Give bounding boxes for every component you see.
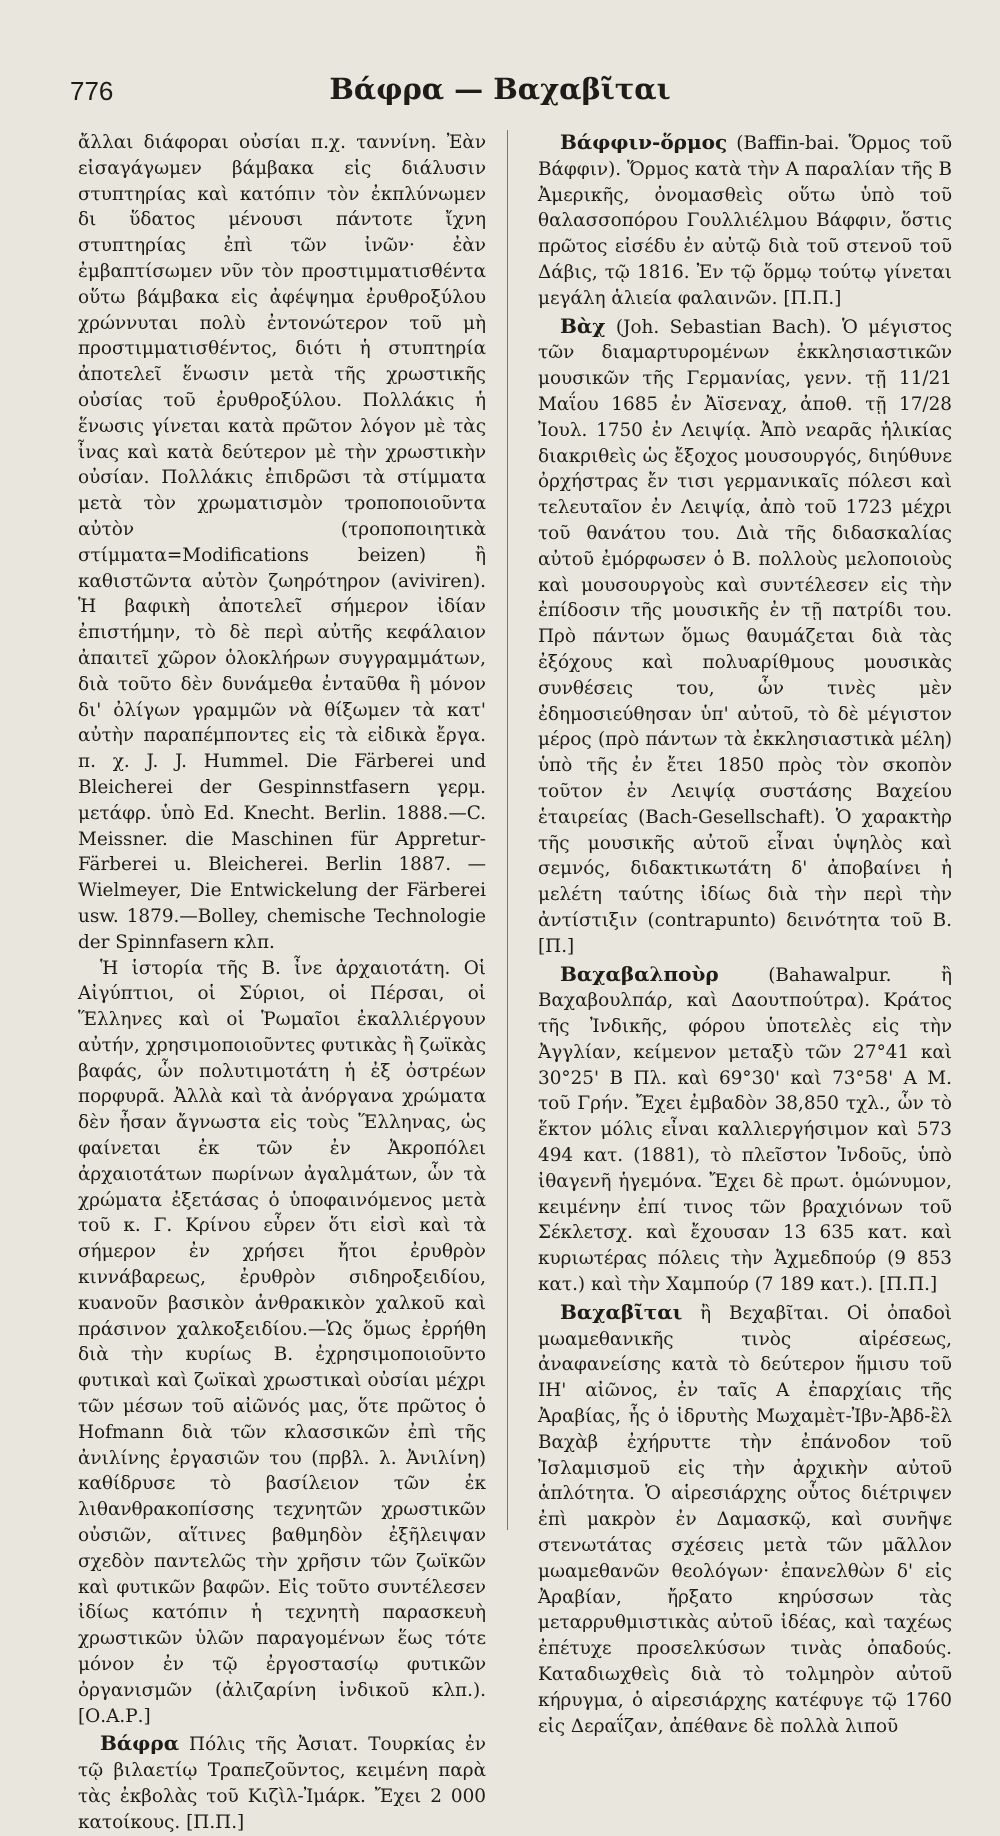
lemma-bach: Βὰχ [560,313,606,338]
left-column [78,130,486,1836]
entry-vafra-text: Πόλις τῆς Ἀσιατ. Τουρκίας ἐν τῷ βιλαετίῳ Τραπεζοῦντος, κειμένη παρὰ τὰς ἐκβολὰς τοῦ Κιζὶλ-Ἰμάρκ. Ἔχει 2 000 κατοίκους. [Π.Π.] [78,1734,486,1833]
entry-bahawalpur [538,962,952,1298]
lemma-wahhabis: Βαχαβῖται [560,1299,683,1324]
running-title: Βάφρα — Βαχαβῖται [329,72,671,106]
page-number: 776 [70,76,114,106]
column-divider [507,130,508,1530]
page-header [70,72,930,116]
entry-wahhabis-text: ἢ Βεχαβῖται. Οἱ ὀπαδοὶ μωαμεθανικῆς τινὸς αἱρέσεως, ἀναφανείσης κατὰ τὸ δεύτερον ἥμισυ τοῦ ΙΗ' αἰῶνος, ἐν ταῖς Α ἐπαρχίαις τῆς Ἀραβίας, ἧς ὁ ἱδρυτὴς Μωχαμὲτ-Ἰβν-Ἀβδ-ἒλ Βαχὰβ ἐχήρυττε τὴν ἐπάνοδον τοῦ Ἰσλαμισμοῦ εἰς τὴν ἀρχικὴν αὐτοῦ ἁπλότητα. Ὁ αἱρεσιάρχης οὗτος διέτριψεν ἐπὶ μακρὸν ἐν Δαμασκῷ, καὶ συνῆψε στενωτάτας σχέσεις μετὰ τῶν μᾶλλον μωαμεθανῶν θεολόγων· ἐπανελθὼν δ' εἰς Ἀραβίαν, ἤρξατο κηρύσσων τὰς μεταρρυθμιστικὰς αὐτοῦ ἰδέας, καὶ ταχέως ἐπέτυχε προσελκύσων τινὰς ὀπαδούς. Καταδιωχθεὶς διὰ τὸ τολμηρὸν αὐτοῦ κήρυγμα, ὁ αἱρεσιάρχης κατέφυγε τῷ 1760 εἰς Δεραΐζαν, ἀπέθανε δὲ πολλὰ λιποῦ [538,1302,952,1737]
entry-wahhabis [538,1300,952,1740]
vafi-history-paragraph: Ἡ ἱστορία τῆς Β. ἶνε ἀρχαιοτάτη. Οἱ Αἰγύπτιοι, οἱ Σύριοι, οἱ Πέρσαι, οἱ Ἕλληνες καὶ οἱ Ῥωμαῖοι ἐκαλλιέργουν αὐτήν, χρησιμοποιοῦντες φυτικὰς ἢ ζωϊκὰς βαφάς, ὧν πολυτιμοτάτη ἡ ἐξ ὀστρέων πορφυρᾶ. Ἀλλὰ καὶ τὰ ἀνόργανα χρώματα δὲν ἦσαν ἄγνωστα εἰς τοὺς Ἕλληνας, ὡς φαίνεται ἐκ τῶν ἐν Ἀκροπόλει ἀρχαιοτάτων πωρίνων ἀγαλμάτων, ὧν τὰ χρώματα ἐξετάσας ὁ ὑποφαινόμενος μετὰ τοῦ κ. Γ. Κρίνου εὗρεν ὅτι εἰσὶ καὶ τὰ σήμερον ἐν χρήσει ἤτοι ἐρυθρὸν κιννάβαρεως, ἐρυθρὸν σιδηροξειδίου, κυανοῦν βασικὸν ἀνθρακικὸν χαλκοῦ καὶ πράσινον χαλκοξειδίου.—Ὡς ὅμως ἐρρήθη διὰ τὴν κυρίως Β. ἐχρησιμοποιοῦντο φυτικαὶ καὶ ζωϊκαὶ χρωστικαὶ οὐσίαι μέχρι τῶν μέσων τοῦ αἰῶνός μας, ὅτε πρῶτος ὁ Hofmann διὰ τῶν κλασσικῶν ἐπὶ τῆς ἀνιλίνης ἐργασιῶν του (πρβλ. λ. Ἀνιλίνη) καθίδρυσε τὸ βασίλειον τῶν ἐκ λιθανθρακοπίσσης τεχνητῶν χρωστικῶν οὐσιῶν, αἵτινες βαθμηδὸν ἐξῆλειψαν σχεδὸν παντελῶς τὴν χρῆσιν τῶν ζωϊκῶν καὶ φυτικῶν βαφῶν. Εἰς τοῦτο συντέλεσεν ἰδίως κατόπιν ἡ τεχνητὴ παρασκευὴ χρωστικῶν ὑλῶν παραγομένων ἕως τότε μόνον ἐν τῷ ἐργοστασίῳ φυτικῶν ὀργανισμῶν (ἀλιζαρίνη ἰνδικοῦ κλπ.). [Ο.Α.Ρ.] [78,957,486,1727]
lemma-bahawalpur: Βαχαβαλποὺρ [560,961,719,986]
entry-vafra [78,1731,486,1835]
entry-bahawalpur-text: (Bahawalpur. ἢ Βαχαβουλπάρ, καὶ Δαουτπούτρα). Κράτος τῆς Ἰνδικῆς, φόρου ὑποτελὲς εἰς τὴν Ἀγγλίαν, κείμενον μεταξὺ τῶν 27°41 καὶ 30°25' Β Πλ. καὶ 69°30' καὶ 73°58' Α Μ. τοῦ Γρήν. Ἔχει ἐμβαδὸν 38,850 τχλ., ὧν τὸ ἕκτον μόλις εἶναι καλλιεργήσιμον καὶ 573 494 κατ. (1881), τὸ πλεῖστον Ἰνδοῦς, ὑπὸ ἰθαγενῆ ἡγεμόνα. Ἔχει δὲ πρωτ. ὁμώνυμον, κειμένην ἐπί τινος τῶν βραχιόνων τοῦ Σέκλετσχ. καὶ ἔχουσαν 13 635 κατ. καὶ κυριωτέρας πόλεις τὴν Ἀχμεδπούρ (9 853 κατ.) καὶ τὴν Χαμπούρ (7 189 κατ.). [Π.Π.] [538,964,952,1296]
entry-baffin-text: (Baffin-bai. Ὅρμος τοῦ Βάφφιν). Ὅρμος κατὰ τὴν Α παραλίαν τῆς Β Ἀμερικῆς, ὀνομασθεὶς οὕτω ὑπὸ τοῦ θαλασσοπόρου Γουλλιέλμου Βάφφιν, ὅστις πρῶτος εἰσέδυ ἐν αὐτῷ διὰ τοῦ στενοῦ τοῦ Δάβις, τῷ 1816. Ἐν τῷ ὅρμῳ τούτῳ γίνεται μεγάλη ἁλιεία φαλαινῶν. [Π.Π.] [538,133,952,309]
lemma-baffin: Βάφφιν-ὅρμος [560,130,728,154]
entry-baffin [538,130,952,312]
entry-bach [538,314,952,960]
lemma-vafra: Βάφρα [100,1731,180,1756]
right-column [538,130,952,1739]
vafi-entry-continuation: ἄλλαι διάφοραι οὐσίαι π.χ. ταννίνη. Ἐὰν εἰσαγάγωμεν βάμβακα εἰς διάλυσιν στυπτηρίας καὶ κατόπιν τὸν ἐκπλύνωμεν δι ὕδατος μένουσι πάντοτε ἴχνη στυπτηρίας ἐπὶ τῶν ἰνῶν· ἐὰν ἐμβαπτίσωμεν νῦν τὸν προστιμματισθέντα οὕτω βάμβακα εἰς ἀφέψημα ἐρυθροξύλου χρώννυται πολὺ ἐντονώτερον τοῦ μὴ προστιμματισθέντος, διότι ἡ στυπτηρία ἀποτελεῖ ἕνωσιν μετὰ τῆς χρωστικῆς οὐσίας τοῦ ἐρυθροξύλου. Πολλάκις ἡ ἕνωσις γίνεται κατὰ πρῶτον λόγον μὲ τὰς ἶνας καὶ κατὰ δεύτερον μὲ τὴν χρωστικὴν οὐσίαν. Πολλάκις ἐπιδρῶσι τὰ στίμματα μετὰ τὸν χρωματισμὸν τροποποιοῦντα αὐτὸν (τροποποιητικὰ στίμματα=Modifications beizen) ἢ καθιστῶντα αὐτὸν ζωηρότηρον (aviviren). Ἡ βαφικὴ ἀποτελεῖ σήμερον ἰδίαν ἐπιστήμην, τὸ δὲ περὶ αὐτῆς κεφάλαιον ἀπαιτεῖ χῶρον ὁλοκλήρων συγγραμμάτων, διὰ τοῦτο δὲν δυνάμεθα ἐνταῦθα ἢ μόνον δι' ὀλίγων γραμμῶν νὰ θίξωμεν τὰ κατ' αὐτὴν παραπέμποντες εἰς τὰ εἰδικὰ ἔργα. π. χ. J. J. Hummel. Die Färberei und Bleicherei der Gespinnstfasern γερμ. μετάφρ. ὑπὸ Ed. Knecht. Berlin. 1888.—C. Meissner. die Maschinen für Appretur-Färberei u. Bleicherei. Berlin 1887. — Wielmeyer, Die Entwickelung der Färberei usw. 1879.—Bolley, chemische Technologie der Spinnfasern κλπ. [78,132,486,953]
entry-bach-text: (Joh. Sebastian Bach). Ὁ μέγιστος τῶν διαμαρτυρομένων ἐκκλησιαστικῶν μουσικῶν τῆς Γερμανίας, γενν. τῇ 11/21 Μαΐου 1685 ἐν Ἀϊσεναχ, ἀποθ. τῇ 17/28 Ἰουλ. 1750 ἐν Λειψίᾳ. Ἀπὸ νεαρᾶς ἡλικίας διακριθεὶς ὡς ἔξοχος μουσουργός, διηύθυνε ὀρχήστρας ἔν τισι γερμανικαῖς πόλεσι καὶ τελευταῖον ἐν Λειψίᾳ, ἀπὸ τοῦ 1723 μέχρι τοῦ θανάτου του. Διὰ τῆς διδασκαλίας αὐτοῦ ἐμόρφωσεν ὁ Β. πολλοὺς μελοποιοὺς καὶ μουσουργοὺς καὶ συντέλεσεν εἰς τὴν ἐπίδοσιν τῆς μουσικῆς ἐν τῇ πατρίδι του. Πρὸ πάντων ὅμως θαυμάζεται διὰ τὰς ἐξόχους καὶ πολυαρίθμους μουσικὰς συνθέσεις του, ὧν τινὲς μὲν ἐδημοσιεύθησαν ὑπ' αὐτοῦ, τὸ δὲ μέγιστον μέρος (πρὸ πάντων τὰ ἐκκλησιαστικὰ μέλη) ὑπὸ τῆς ἐν ἔτει 1850 πρὸς τὸν σκοπὸν τοῦτον ἐν Λειψίᾳ συστάσης Βαχείου ἑταιρείας (Bach-Gesellschaft). Ὁ χαρακτὴρ τῆς μουσικῆς αὐτοῦ εἶναι ὑψηλὸς καὶ σεμνός, διδακτικωτάτη δ' ἀποβαίνει ἡ μελέτη ταύτης ἰδίως διὰ τὴν περὶ τὴν ἀντίστιξιν (contrapunto) δεινότητα τοῦ Β. [Π.] [538,316,952,957]
